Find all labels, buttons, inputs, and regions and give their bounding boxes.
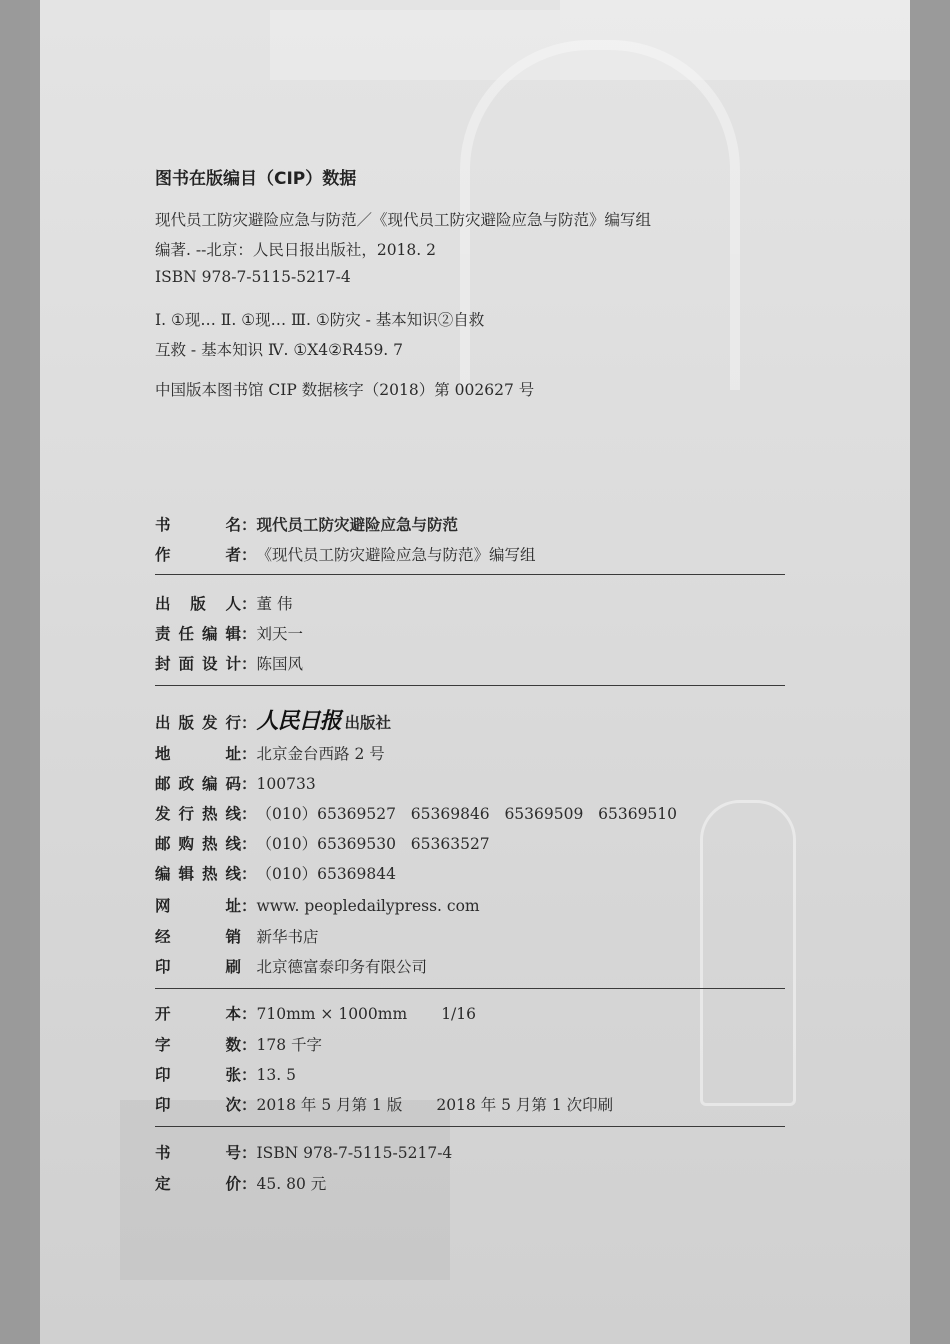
field-value: 北京金台西路 2 号	[256, 745, 385, 763]
field-value: 新华书店	[256, 928, 319, 946]
field-label: 作 者	[155, 546, 241, 564]
editor-row: 责任编辑 ： 刘天一	[155, 622, 303, 644]
publisher-person-row: 出版人 ： 董 伟	[155, 592, 292, 614]
field-label: 出版人	[155, 595, 241, 613]
website-row: 网 址 ： www. peopledailypress. com	[155, 894, 480, 916]
mail-order-row: 邮购热线 ： （010）65369530 65363527	[155, 832, 490, 854]
field-label: 字 数	[155, 1036, 241, 1054]
issue-row: 出版发行 ： 人民日报 出版社	[155, 704, 391, 735]
field-value: 现代员工防灾避险应急与防范	[256, 516, 459, 534]
cover-design-row: 封面设计 ： 陈国风	[155, 652, 303, 674]
field-value-extra: 1/16	[441, 1005, 476, 1023]
field-label: 封面设计	[155, 655, 241, 673]
field-value: 刘天一	[256, 625, 304, 643]
divider	[155, 1126, 785, 1127]
printer-row	[155, 955, 427, 977]
field-label: 编辑热线	[155, 865, 241, 883]
author-row: 作 者 ： 《现代员工防灾避险应急与防范》编写组	[155, 543, 536, 565]
divider	[155, 574, 785, 575]
word-count-row: 字 数 ： 178 千字	[155, 1033, 322, 1055]
field-value: （010）65369527 65369846 65369509 65369510	[256, 805, 678, 823]
field-value: 178 千字	[256, 1036, 323, 1054]
postcode-row: 邮政编码 ： 100733	[155, 772, 316, 794]
cip-line: ISBN 978-7-5115-5217-4	[155, 268, 351, 286]
bleed-through-block	[560, 0, 910, 80]
field-value: 董 伟	[256, 595, 293, 613]
field-value: （010）65369530 65363527	[256, 835, 490, 853]
field-label: 开 本	[155, 1005, 241, 1023]
field-label: 印 次	[155, 1096, 241, 1114]
field-value: （010）65369844	[256, 865, 396, 883]
cip-line: Ⅰ. ①现… Ⅱ. ①现… Ⅲ. ①防灾 - 基本知识②自救	[155, 311, 485, 329]
publisher-logo-tail: 出版社	[344, 714, 392, 732]
field-label: 定 价	[155, 1175, 241, 1193]
title-row: 书 名 ： 现代员工防灾避险应急与防范	[155, 513, 458, 535]
field-value: 13. 5	[256, 1066, 296, 1084]
field-value: ISBN 978-7-5115-5217-4	[256, 1144, 453, 1162]
cip-line: 互救 - 基本知识 Ⅳ. ①X4②R459. 7	[155, 341, 404, 359]
field-value: 陈国风	[256, 655, 304, 673]
field-value-extra: 2018 年 5 月第 1 次印刷	[436, 1096, 614, 1114]
field-label: 网 址	[155, 897, 241, 915]
field-label: 责任编辑	[155, 625, 241, 643]
distributor-row	[155, 925, 319, 947]
field-label: 出版发行	[155, 714, 241, 732]
field-label: 地 址	[155, 745, 241, 763]
field-value: 《现代员工防灾避险应急与防范》编写组	[256, 546, 536, 564]
impression-row: 印 次 ： 2018 年 5 月第 1 版 2018 年 5 月第 1 次印刷	[155, 1093, 613, 1115]
field-label: 经 销	[155, 928, 241, 946]
field-label: 印 刷	[155, 958, 241, 976]
address-row: 地 址 ： 北京金台西路 2 号	[155, 742, 385, 764]
cip-line: 中国版本图书馆 CIP 数据核字（2018）第 002627 号	[155, 381, 535, 399]
isbn-row: 书 号 ： ISBN 978-7-5115-5217-4	[155, 1141, 452, 1163]
sheets-row: 印 张 ： 13. 5	[155, 1063, 296, 1085]
field-value: 100733	[256, 775, 316, 793]
field-label: 印 张	[155, 1066, 241, 1084]
divider	[155, 685, 785, 686]
field-value: 710mm × 1000mm	[256, 1005, 408, 1023]
copyright-page	[40, 0, 910, 1344]
divider	[155, 988, 785, 989]
website-value: www. peopledailypress. com	[256, 897, 480, 915]
bleed-through-block	[270, 10, 560, 80]
field-value: 北京德富泰印务有限公司	[256, 958, 428, 976]
field-label: 发行热线	[155, 805, 241, 823]
cip-line: 现代员工防灾避险应急与防范／《现代员工防灾避险应急与防范》编写组	[155, 211, 652, 229]
field-value: 2018 年 5 月第 1 版	[256, 1096, 403, 1114]
price-row: 定 价 ： 45. 80 元	[155, 1172, 326, 1194]
field-label: 书 号	[155, 1144, 241, 1162]
publisher-logo: 人民日报	[256, 708, 341, 734]
bleed-through-shape	[700, 800, 796, 1106]
format-row: 开 本 ： 710mm × 1000mm 1/16	[155, 1002, 476, 1024]
cip-heading: 图书在版编目（CIP）数据	[155, 169, 357, 189]
field-label: 邮政编码	[155, 775, 241, 793]
hotline-row: 发行热线 ： （010）65369527 65369846 65369509 65369510	[155, 802, 677, 824]
field-label: 邮购热线	[155, 835, 241, 853]
field-value: 45. 80 元	[256, 1175, 327, 1193]
cip-line: 编著. --北京：人民日报出版社，2018. 2	[155, 241, 436, 259]
edit-hotline-row: 编辑热线 ： （010）65369844	[155, 862, 396, 884]
field-label: 书 名	[155, 516, 241, 534]
